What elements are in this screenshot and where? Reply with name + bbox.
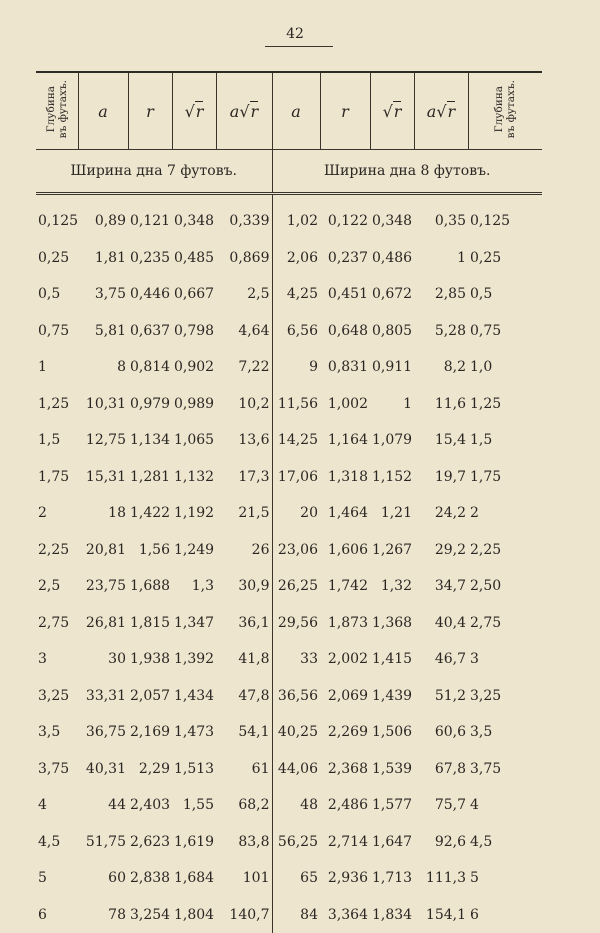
cell-a-right: 40,25 (272, 714, 320, 751)
cell-r-left: 2,838 (128, 860, 172, 897)
cell-a-right: 44,06 (272, 751, 320, 788)
cell-depth-right: 4 (468, 787, 542, 824)
cell-depth-right: 2,50 (468, 568, 542, 605)
cell-a-left: 51,75 (78, 824, 128, 861)
cell-r-right: 0,831 (320, 349, 370, 386)
cell-r-right: 2,269 (320, 714, 370, 751)
cell-r-left: 2,169 (128, 714, 172, 751)
cell-a-right: 4,25 (272, 276, 320, 313)
cell-depth-right: 2 (468, 495, 542, 532)
cell-a-right: 65 (272, 860, 320, 897)
table-row (36, 532, 542, 569)
table-row (36, 240, 542, 277)
cell-r-left: 1,422 (128, 495, 172, 532)
column-header-row (36, 72, 542, 150)
cell-a-sqrt-r-left: 0,869 (216, 240, 272, 277)
cell-r-right: 2,069 (320, 678, 370, 715)
table-row (36, 203, 542, 240)
cell-sqrt-r-left: 1,347 (172, 605, 216, 642)
cell-a-left: 1,81 (78, 240, 128, 277)
header-a-left: a (78, 72, 128, 150)
header-sqrt-r-right: √r (370, 72, 414, 150)
cell-r-right: 0,237 (320, 240, 370, 277)
cell-a-sqrt-r-right: 5,28 (414, 313, 468, 350)
cell-depth-right: 1,5 (468, 422, 542, 459)
cell-depth-right: 6 (468, 897, 542, 933)
cell-a-sqrt-r-right: 75,7 (414, 787, 468, 824)
cell-a-left: 0,89 (78, 203, 128, 240)
cell-a-right: 6,56 (272, 313, 320, 350)
cell-a-left: 40,31 (78, 751, 128, 788)
cell-a-left: 20,81 (78, 532, 128, 569)
table-row (36, 276, 542, 313)
cell-a-sqrt-r-right: 46,7 (414, 641, 468, 678)
cell-r-left: 1,134 (128, 422, 172, 459)
cell-sqrt-r-left: 1,473 (172, 714, 216, 751)
cell-a-left: 18 (78, 495, 128, 532)
cell-depth-left: 6 (36, 897, 78, 933)
cell-a-right: 33 (272, 641, 320, 678)
cell-sqrt-r-left: 1,249 (172, 532, 216, 569)
cell-a-left: 60 (78, 860, 128, 897)
cell-a-sqrt-r-left: 4,64 (216, 313, 272, 350)
header-a-right: a (272, 72, 320, 150)
cell-depth-left: 0,125 (36, 203, 78, 240)
cell-depth-right: 0,75 (468, 313, 542, 350)
cell-r-left: 0,446 (128, 276, 172, 313)
table-row (36, 714, 542, 751)
page-number: 42 (0, 26, 590, 42)
cell-a-sqrt-r-right: 1 (414, 240, 468, 277)
cell-a-sqrt-r-right: 11,6 (414, 386, 468, 423)
cell-a-right: 29,56 (272, 605, 320, 642)
cell-depth-left: 5 (36, 860, 78, 897)
cell-a-right: 56,25 (272, 824, 320, 861)
cell-r-left: 2,057 (128, 678, 172, 715)
cell-a-sqrt-r-left: 0,339 (216, 203, 272, 240)
cell-a-sqrt-r-left: 26 (216, 532, 272, 569)
cell-sqrt-r-right: 1,21 (370, 495, 414, 532)
cell-a-sqrt-r-right: 67,8 (414, 751, 468, 788)
cell-sqrt-r-right: 1,152 (370, 459, 414, 496)
cell-depth-right: 1,75 (468, 459, 542, 496)
cell-sqrt-r-left: 1,513 (172, 751, 216, 788)
cell-depth-left: 2 (36, 495, 78, 532)
cell-sqrt-r-right: 1,368 (370, 605, 414, 642)
cell-a-sqrt-r-right: 60,6 (414, 714, 468, 751)
cell-sqrt-r-right: 1 (370, 386, 414, 423)
cell-a-right: 14,25 (272, 422, 320, 459)
cell-a-sqrt-r-right: 15,4 (414, 422, 468, 459)
cell-a-right: 17,06 (272, 459, 320, 496)
cell-a-sqrt-r-right: 19,7 (414, 459, 468, 496)
cell-sqrt-r-right: 1,647 (370, 824, 414, 861)
cell-depth-left: 0,75 (36, 313, 78, 350)
cell-depth-left: 4 (36, 787, 78, 824)
depth-header-left: Глубина въ футахъ. (36, 72, 78, 150)
cell-a-left: 36,75 (78, 714, 128, 751)
cell-depth-right: 3 (468, 641, 542, 678)
cell-sqrt-r-left: 0,667 (172, 276, 216, 313)
cell-depth-right: 3,25 (468, 678, 542, 715)
cell-depth-right: 0,125 (468, 203, 542, 240)
cell-a-sqrt-r-right: 154,1 (414, 897, 468, 933)
cell-depth-left: 1,75 (36, 459, 78, 496)
cell-depth-left: 0,5 (36, 276, 78, 313)
cell-sqrt-r-right: 1,834 (370, 897, 414, 933)
cell-a-sqrt-r-left: 10,2 (216, 386, 272, 423)
cell-a-sqrt-r-left: 61 (216, 751, 272, 788)
cell-r-right: 1,742 (320, 568, 370, 605)
table-row (36, 641, 542, 678)
cell-depth-right: 0,25 (468, 240, 542, 277)
cell-a-right: 20 (272, 495, 320, 532)
cell-depth-left: 4,5 (36, 824, 78, 861)
header-r-right: r (320, 72, 370, 150)
cell-r-right: 0,451 (320, 276, 370, 313)
cell-a-left: 8 (78, 349, 128, 386)
header-a-sqrt-r-right: a√r (414, 72, 468, 150)
cell-depth-right: 1,25 (468, 386, 542, 423)
cell-a-sqrt-r-left: 83,8 (216, 824, 272, 861)
cell-a-right: 84 (272, 897, 320, 933)
cell-r-right: 2,368 (320, 751, 370, 788)
cell-depth-right: 4,5 (468, 824, 542, 861)
cell-depth-left: 0,25 (36, 240, 78, 277)
cell-r-right: 0,122 (320, 203, 370, 240)
cell-depth-right: 0,5 (468, 276, 542, 313)
table-row (36, 495, 542, 532)
table-row (36, 824, 542, 861)
cell-r-left: 1,688 (128, 568, 172, 605)
cell-a-left: 15,31 (78, 459, 128, 496)
cell-sqrt-r-right: 1,32 (370, 568, 414, 605)
table-row (36, 422, 542, 459)
cell-a-left: 12,75 (78, 422, 128, 459)
cell-a-sqrt-r-left: 13,6 (216, 422, 272, 459)
cell-depth-right: 3,75 (468, 751, 542, 788)
cell-a-left: 23,75 (78, 568, 128, 605)
cell-r-right: 0,648 (320, 313, 370, 350)
cell-a-left: 30 (78, 641, 128, 678)
cell-depth-right: 2,25 (468, 532, 542, 569)
page-number-rule (265, 46, 333, 47)
cell-a-right: 23,06 (272, 532, 320, 569)
cell-a-sqrt-r-right: 29,2 (414, 532, 468, 569)
cell-sqrt-r-left: 1,3 (172, 568, 216, 605)
cell-sqrt-r-right: 0,911 (370, 349, 414, 386)
cell-depth-left: 2,25 (36, 532, 78, 569)
cell-sqrt-r-right: 1,415 (370, 641, 414, 678)
cell-a-sqrt-r-left: 47,8 (216, 678, 272, 715)
cell-a-right: 26,25 (272, 568, 320, 605)
cell-sqrt-r-right: 1,079 (370, 422, 414, 459)
cell-sqrt-r-left: 1,804 (172, 897, 216, 933)
cell-sqrt-r-right: 1,577 (370, 787, 414, 824)
cell-r-right: 1,318 (320, 459, 370, 496)
cell-sqrt-r-left: 1,192 (172, 495, 216, 532)
cell-r-left: 0,235 (128, 240, 172, 277)
table-row (36, 349, 542, 386)
table-row (36, 605, 542, 642)
cell-r-right: 1,873 (320, 605, 370, 642)
cell-a-sqrt-r-right: 111,3 (414, 860, 468, 897)
spacer-row (36, 194, 542, 204)
cell-a-sqrt-r-right: 24,2 (414, 495, 468, 532)
cell-depth-left: 3,75 (36, 751, 78, 788)
table-row (36, 897, 542, 933)
cell-sqrt-r-left: 1,619 (172, 824, 216, 861)
cell-sqrt-r-left: 1,132 (172, 459, 216, 496)
cell-a-sqrt-r-left: 30,9 (216, 568, 272, 605)
header-r-left: r (128, 72, 172, 150)
cell-depth-left: 1,5 (36, 422, 78, 459)
cell-r-right: 1,464 (320, 495, 370, 532)
cell-depth-left: 2,5 (36, 568, 78, 605)
cell-a-sqrt-r-right: 34,7 (414, 568, 468, 605)
cell-a-right: 11,56 (272, 386, 320, 423)
cell-r-left: 0,637 (128, 313, 172, 350)
depth-header-right: Глубина въ футахъ. (468, 72, 542, 150)
cell-a-right: 2,06 (272, 240, 320, 277)
cell-r-right: 1,164 (320, 422, 370, 459)
header-sqrt-r-left: √r (172, 72, 216, 150)
cell-a-right: 1,02 (272, 203, 320, 240)
table-row (36, 459, 542, 496)
cell-r-left: 3,254 (128, 897, 172, 933)
cell-a-sqrt-r-right: 51,2 (414, 678, 468, 715)
cell-r-left: 2,403 (128, 787, 172, 824)
table-row (36, 313, 542, 350)
cell-depth-right: 3,5 (468, 714, 542, 751)
table-row (36, 386, 542, 423)
cell-a-left: 3,75 (78, 276, 128, 313)
cell-sqrt-r-left: 0,798 (172, 313, 216, 350)
cell-sqrt-r-left: 1,392 (172, 641, 216, 678)
cell-a-right: 36,56 (272, 678, 320, 715)
header-a-sqrt-r-left: a√r (216, 72, 272, 150)
cell-sqrt-r-left: 1,55 (172, 787, 216, 824)
cell-sqrt-r-right: 1,713 (370, 860, 414, 897)
cell-sqrt-r-right: 0,486 (370, 240, 414, 277)
cell-sqrt-r-right: 1,539 (370, 751, 414, 788)
cell-a-sqrt-r-right: 8,2 (414, 349, 468, 386)
cell-sqrt-r-left: 0,989 (172, 386, 216, 423)
cell-a-sqrt-r-left: 68,2 (216, 787, 272, 824)
cell-a-left: 33,31 (78, 678, 128, 715)
cell-depth-left: 3 (36, 641, 78, 678)
cell-r-left: 2,623 (128, 824, 172, 861)
section-header-row (36, 150, 542, 194)
cell-r-left: 1,281 (128, 459, 172, 496)
cell-a-left: 78 (78, 897, 128, 933)
cell-a-sqrt-r-right: 2,85 (414, 276, 468, 313)
table-row (36, 787, 542, 824)
cell-a-sqrt-r-left: 140,7 (216, 897, 272, 933)
cell-r-left: 0,814 (128, 349, 172, 386)
cell-depth-left: 1 (36, 349, 78, 386)
cell-sqrt-r-right: 0,348 (370, 203, 414, 240)
cell-depth-left: 3,5 (36, 714, 78, 751)
cell-depth-right: 5 (468, 860, 542, 897)
cell-sqrt-r-right: 1,506 (370, 714, 414, 751)
cell-r-right: 1,606 (320, 532, 370, 569)
cell-a-sqrt-r-left: 101 (216, 860, 272, 897)
cell-r-left: 0,979 (128, 386, 172, 423)
cell-r-right: 3,364 (320, 897, 370, 933)
cell-depth-left: 3,25 (36, 678, 78, 715)
cell-r-right: 1,002 (320, 386, 370, 423)
table-row (36, 860, 542, 897)
cell-r-left: 2,29 (128, 751, 172, 788)
cell-r-right: 2,486 (320, 787, 370, 824)
cell-a-sqrt-r-left: 21,5 (216, 495, 272, 532)
cell-r-left: 1,56 (128, 532, 172, 569)
cell-a-left: 5,81 (78, 313, 128, 350)
cell-a-sqrt-r-left: 2,5 (216, 276, 272, 313)
cell-sqrt-r-right: 1,439 (370, 678, 414, 715)
section-width-8: Ширина дна 8 футовъ. (272, 150, 542, 194)
cell-sqrt-r-left: 1,684 (172, 860, 216, 897)
table-row (36, 678, 542, 715)
table-row (36, 751, 542, 788)
cell-a-sqrt-r-left: 54,1 (216, 714, 272, 751)
cell-a-right: 48 (272, 787, 320, 824)
cell-r-left: 0,121 (128, 203, 172, 240)
cell-sqrt-r-left: 1,065 (172, 422, 216, 459)
cell-sqrt-r-left: 0,348 (172, 203, 216, 240)
cell-a-sqrt-r-left: 17,3 (216, 459, 272, 496)
cell-r-right: 2,002 (320, 641, 370, 678)
cell-a-sqrt-r-right: 0,35 (414, 203, 468, 240)
cell-sqrt-r-left: 0,485 (172, 240, 216, 277)
cell-depth-left: 2,75 (36, 605, 78, 642)
cell-a-sqrt-r-right: 92,6 (414, 824, 468, 861)
cell-r-left: 1,815 (128, 605, 172, 642)
cell-a-left: 44 (78, 787, 128, 824)
cell-depth-left: 1,25 (36, 386, 78, 423)
cell-sqrt-r-right: 0,672 (370, 276, 414, 313)
cell-sqrt-r-right: 0,805 (370, 313, 414, 350)
section-width-7: Ширина дна 7 футовъ. (36, 150, 272, 194)
table-row (36, 568, 542, 605)
hydraulic-table (36, 71, 542, 933)
cell-a-sqrt-r-left: 41,8 (216, 641, 272, 678)
cell-r-right: 2,714 (320, 824, 370, 861)
cell-a-sqrt-r-left: 7,22 (216, 349, 272, 386)
cell-r-right: 2,936 (320, 860, 370, 897)
cell-r-left: 1,938 (128, 641, 172, 678)
cell-sqrt-r-left: 1,434 (172, 678, 216, 715)
cell-sqrt-r-right: 1,267 (370, 532, 414, 569)
cell-depth-right: 2,75 (468, 605, 542, 642)
cell-depth-right: 1,0 (468, 349, 542, 386)
cell-a-sqrt-r-left: 36,1 (216, 605, 272, 642)
cell-a-sqrt-r-right: 40,4 (414, 605, 468, 642)
cell-sqrt-r-left: 0,902 (172, 349, 216, 386)
cell-a-left: 10,31 (78, 386, 128, 423)
cell-a-left: 26,81 (78, 605, 128, 642)
cell-a-right: 9 (272, 349, 320, 386)
